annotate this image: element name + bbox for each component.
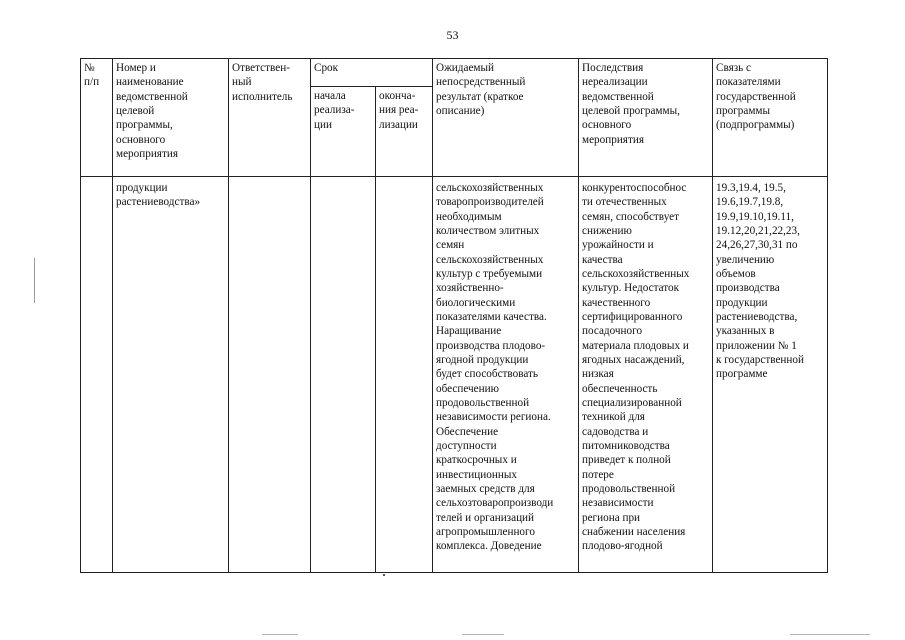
cell-consequences: конкурентоспособнос ти отечественных семян, способствует снижению урожайности и качества сельскохозяйственных культур. Недостаток качественного сертифицированного посадочного материала плодовых и ягодных насаждений, низкая обеспеченность специализированной техникой для садоводства и питомниководства приведет к полной потере продовольственной независимости региона при снабжении населения плодово-ягодной <box>579 177 713 573</box>
program-table <box>80 58 828 573</box>
cell-responsible <box>229 177 311 573</box>
cell-program: продукции растениеводства» <box>113 177 229 573</box>
scan-noise <box>462 634 504 635</box>
header-consequences: Последствия нереализации ведомственной целевой программы, основного мероприятия <box>579 59 713 177</box>
cell-relation: 19.3,19.4, 19.5, 19.6,19.7,19.8, 19.9,19.10,19.11, 19.12,20,21,22,23, 24,26,27,30,31 по увеличению объемов производства продукции растениеводства, указанных в приложении № 1 к государственной программе <box>713 177 828 573</box>
header-term-end: оконча- ния реа- лизации <box>376 87 433 177</box>
table-row <box>81 177 828 573</box>
cell-expected: сельскохозяйственных товаропроизводителей необходимым количеством элитных семян сельскохозяйственных культур с требуемыми хозяйственно- биологическими показателями качества. Наращивание производства плодово- ягодной продукции будет способствовать обеспечению продовольственной независимости региона. Обеспечение доступности краткосрочных и инвестиционных заемных средств для сельхозтоваропроизводи телей и организаций агропромышленного комплекса. Доведение <box>433 177 579 573</box>
header-term-start: начала реализа- ции <box>311 87 376 177</box>
header-term: Срок <box>311 59 433 87</box>
header-program: Номер и наименование ведомственной целевой программы, основного мероприятия <box>113 59 229 177</box>
scan-dot <box>383 574 385 576</box>
cell-num <box>81 177 113 573</box>
cell-term-start <box>311 177 376 573</box>
scan-noise <box>790 634 870 635</box>
page-number: 53 <box>446 28 459 42</box>
scan-margin-mark <box>34 258 35 303</box>
header-num: № п/п <box>81 59 113 177</box>
cell-term-end <box>376 177 433 573</box>
header-expected: Ожидаемый непосредственный результат (краткое описание) <box>433 59 579 177</box>
header-row-1 <box>81 59 828 87</box>
header-relation: Связь с показателями государственной программы (подпрограммы) <box>713 59 828 177</box>
scan-noise <box>262 634 298 635</box>
header-responsible: Ответствен- ный исполнитель <box>229 59 311 177</box>
